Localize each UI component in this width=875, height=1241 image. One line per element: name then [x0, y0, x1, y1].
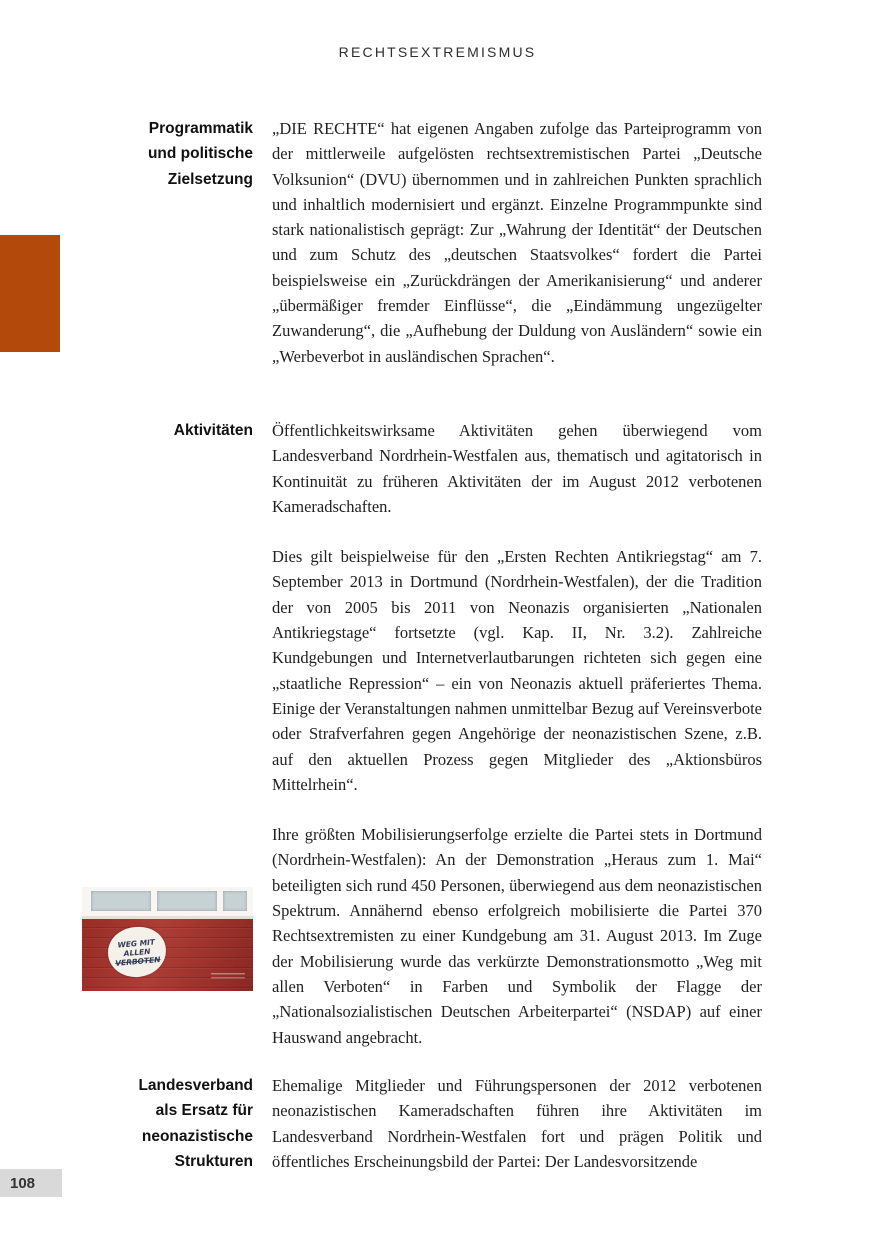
- window-pane: [223, 891, 247, 911]
- section-body: [272, 418, 762, 1050]
- window-image: [82, 887, 253, 916]
- section-landesverband: [0, 1073, 762, 1174]
- paragraph: Ehemalige Mitglieder und Führungspersonen der 2012 verbotenen neonazistischen Kameradschaften führen ihre Aktivitäten im Landesverband Nordrhein-Westfalen fort und prägen Politik und öffentliches Erscheinungsbild der Partei: Der Landesvorsitzende: [272, 1076, 762, 1171]
- photo-watermark-scribble: [211, 973, 245, 981]
- section-body: [272, 116, 762, 369]
- section-body: [272, 1073, 762, 1174]
- window-sill: [82, 916, 253, 919]
- margin-label: [0, 116, 253, 369]
- paragraph: Öffentlichkeitswirksame Aktivitäten gehen überwiegend vom Landesverband Nordrhein-Westfalen aus, thematisch und agitatorisch in Kontinuität zu früheren Aktivitäten der im August 2012 verbotenen Kameradschaften.: [272, 421, 762, 516]
- graffiti-circle: [106, 925, 168, 980]
- paragraph: Ihre größten Mobilisierungserfolge erzielte die Partei stets in Dortmund (Nordrhein-Westfalen): An der Demonstration „Heraus zum 1. Mai“ beteiligten sich rund 450 Personen, überwiegend aus dem neonazistischen Spektrum. Annähernd ebenso erfolgreich mobilisierte die Partei 370 Rechtsextremisten zu einer Kundgebung am 31. August 2013. Im Zuge der Mobilisierung wurde das verkürzte Demonstrationsmotto „Weg mit allen Verboten“ in Farben und Symbolik der Flagge der „Nationalsozialistischen Deutschen Arbeiterpartei“ (NSDAP) auf einer Hauswand angebracht.: [272, 825, 762, 1047]
- margin-label-line: Aktivitäten: [173, 422, 253, 439]
- margin-label-line: Strukturen: [174, 1152, 253, 1170]
- window-pane: [157, 891, 217, 911]
- section-programmatik: [0, 116, 762, 369]
- graffiti-text-line: WEG MIT: [117, 936, 156, 950]
- margin-label-line: Programmatik: [148, 120, 253, 137]
- margin-label-line: Landesverband: [138, 1077, 253, 1094]
- margin-label: [0, 1073, 253, 1174]
- margin-label-line: neonazistische: [141, 1127, 253, 1145]
- paragraph: Dies gilt beispielweise für den „Ersten Rechten Antikriegstag“ am 7. September 2013 in Dortmund (Nordrhein-Westfalen), der die Tradition der von 2005 bis 2011 von Neonazis organisierten „Nationalen Antikriegstage“ fortsetzte (vgl. Kap. II, Nr. 3.2). Zahlreiche Kundgebungen und Internetverlautbarungen richteten sich gegen eine „staatliche Repression“ – ein von Neonazis aktuell präferiertes Thema. Einige der Veranstaltungen nahmen unmittelbar Bezug auf Vereinsverbote oder Strafverfahren gegen Angehörige der neonazistischen Szene, z.B. auf den aktuellen Prozess gegen Mitglieder des „Aktionsbüros Mittelrhein“.: [272, 547, 762, 794]
- page-number: 108: [10, 1174, 36, 1192]
- paragraph: „DIE RECHTE“ hat eigenen Angaben zufolge das Parteiprogramm von der mittlerweile aufgelösten rechtsextremistischen Partei „Deutsche Volksunion“ (DVU) übernommen und in zahlreichen Punkten sprachlich und inhaltlich modernisiert und ergänzt. Einzelne Programmpunkte sind stark nationalistisch geprägt: Zur „Wahrung der Identität“ der Deutschen und zum Schutz des „deutschen Staatsvolkes“ fordert die Partei beispielsweise ein „Zurückdrängen der Amerikanisierung“ und anderer „übermäßiger fremder Einflüsse“, die „Eindämmung ungezügelter Zuwanderung“, die „Aufhebung der Duldung von Ausländern“ sowie ein „Werbeverbot in ausländischen Sprachen“.: [272, 119, 762, 366]
- margin-label-line: und politische: [147, 145, 253, 163]
- page-number-box: [0, 1169, 62, 1197]
- graffiti-text-line: ALLEN: [123, 946, 151, 958]
- photo-graffiti-wall: [82, 887, 253, 991]
- page-header: RECHTSEXTREMISMUS: [338, 44, 537, 60]
- window-pane: [91, 891, 151, 911]
- margin-label-line: Zielsetzung: [167, 170, 253, 188]
- graffiti-text-line: VERBOTEN: [114, 954, 161, 968]
- margin-label-line: als Ersatz für: [155, 1102, 253, 1120]
